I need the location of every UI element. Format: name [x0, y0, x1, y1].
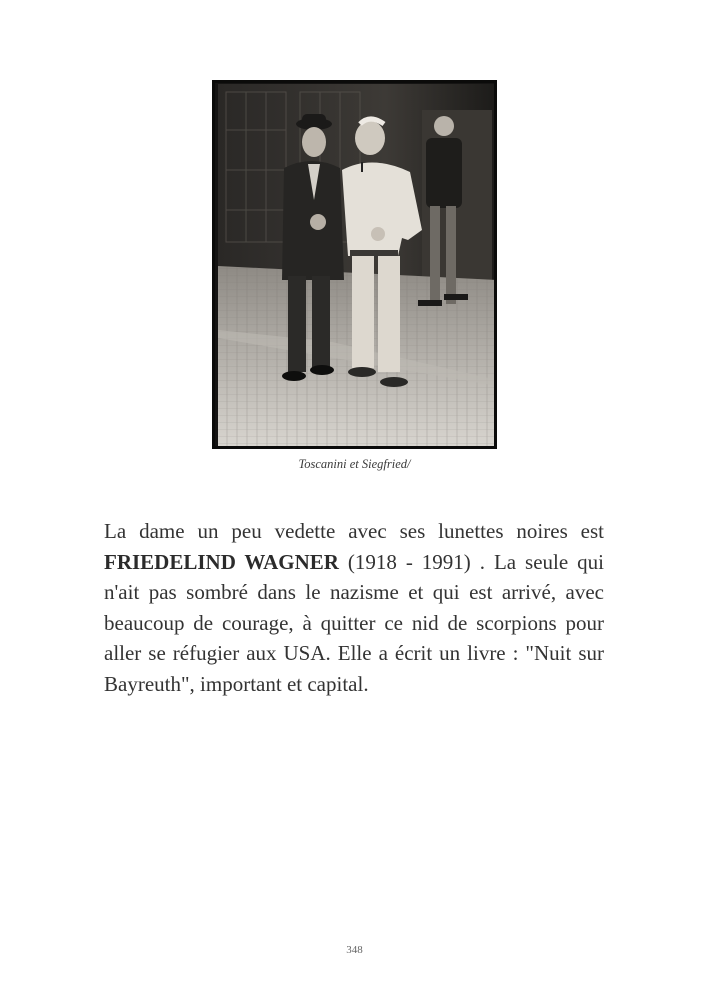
page-number: 348 — [346, 944, 363, 956]
body-paragraph — [104, 516, 604, 699]
body-text-before: La dame un peu vedette avec ses lunettes noires est — [104, 519, 604, 543]
highlighted-name: FRIEDELIND WAGNER — [104, 549, 339, 574]
photo-toscanini-siegfried — [212, 80, 497, 449]
body-text-after: (1918 - 1991) . La seule qui n'ait pas sombré dans le nazisme et qui est arrivé, avec beaucoup de courage, à quitter ce nid de scorpions pour aller se réfugier aux USA. Elle a écrit un livre : "Nuit sur Bayreuth", important et capital. — [104, 549, 604, 696]
figure-caption: Toscanini et Siegfried/ — [298, 457, 411, 471]
